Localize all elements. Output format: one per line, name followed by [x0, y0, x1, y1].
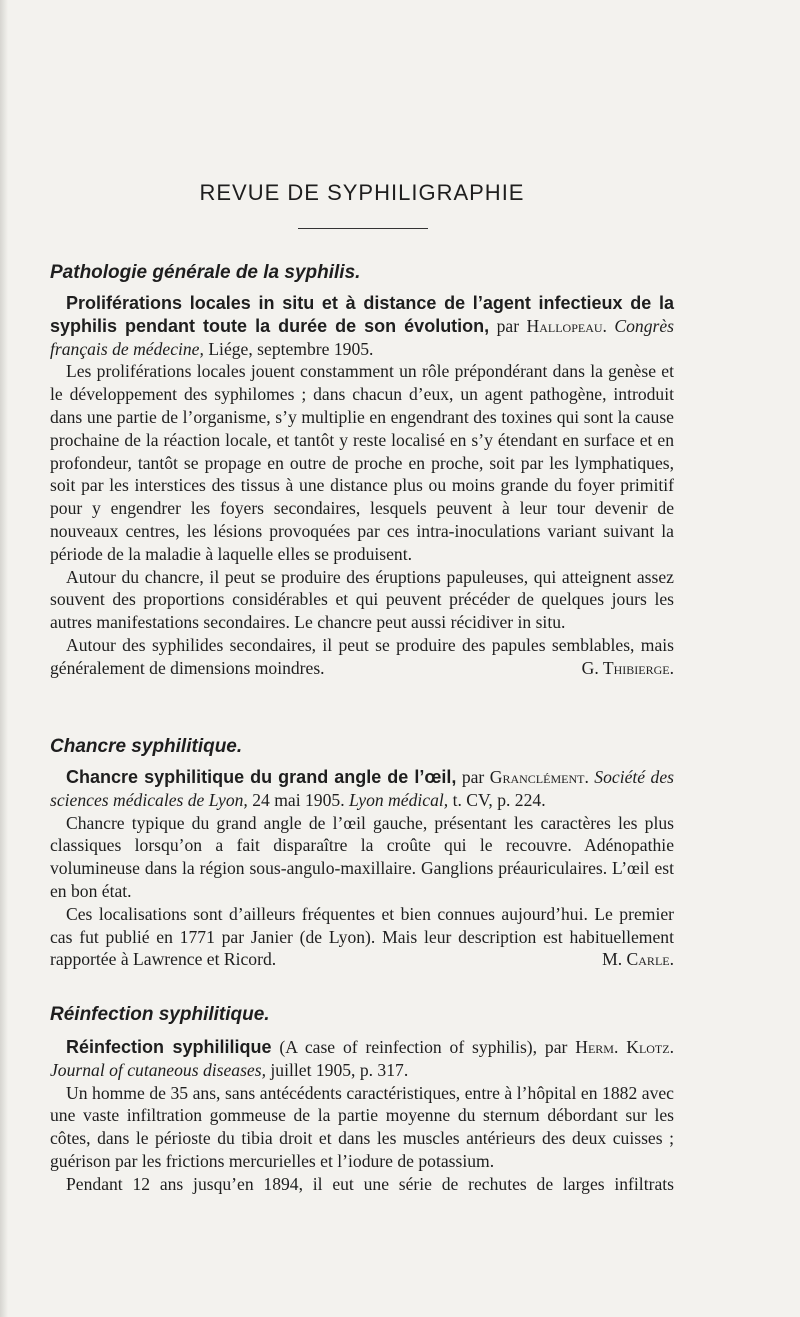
signature: M. Carle.	[602, 949, 674, 970]
section-heading-pathologie: Pathologie générale de la syphilis.	[50, 262, 361, 283]
article-klotz	[50, 1036, 674, 1196]
paragraph-text: Autour des syphilides secondaires, il peut se produire des papules semblables, mais généralement de dimensions moindres.	[50, 634, 674, 678]
source: Société des sciences médicales de Lyon,	[50, 767, 674, 810]
paragraph: Chancre typique du grand angle de l’œil gauche, présentant les caractères les plus classiques lorsqu’on a fait disparaître la croûte qui le recouvre. Adénopathie volumineuse dans la région sous-angulo-maxillaire. Ganglions préauriculaires. L’œil est en bon état.	[50, 812, 674, 901]
article-reference: Proliférations locales in situ et à distance de l’agent infectieux de la syphilis pendant toute la durée de son évolution, par Hallopeau. Congrès français de médecine, Liége, septembre 1905.	[50, 293, 675, 359]
paragraph: Pendant 12 ans jusqu’en 1894, il eut une série de rechutes de larges infiltrats	[66, 1173, 674, 1194]
section-heading-chancre: Chancre syphilitique.	[50, 736, 243, 757]
journal: Lyon médical,	[349, 789, 449, 810]
author: Hallopeau	[526, 315, 603, 336]
article-title: Chancre syphilitique du grand angle de l’œil,	[66, 767, 457, 787]
date: 24 mai 1905.	[252, 789, 345, 810]
author: Herm. Klotz.	[575, 1037, 674, 1057]
source: Journal of cutaneous diseases,	[50, 1059, 266, 1080]
article-reference	[50, 1036, 674, 1082]
section-heading-reinfection: Réinfection syphilitique.	[50, 1004, 270, 1025]
paragraph-text: Ces localisations sont d’ailleurs fréquentes et bien connues aujourd’hui. Le premier cas fut publié en 1771 par Janier (de Lyon). Mais leur description est habituellement rapportée à Lawrence et Ricord.	[50, 903, 674, 970]
author: Granclément	[489, 767, 585, 787]
date: Liége, septembre 1905.	[208, 338, 374, 359]
source: Congrès français de médecine,	[50, 315, 675, 359]
page-edge	[0, 0, 8, 1317]
article-granclement	[50, 766, 674, 971]
paragraph	[50, 634, 674, 680]
by-word: par	[496, 315, 520, 336]
paragraph: Autour du chancre, il peut se produire des éruptions papuleuses, qui atteignent assez souvent des proportions considérables et qui peuvent précéder de quelques jours les autres manifestations secondaires. Le chancre peut aussi récidiver in situ.	[50, 566, 674, 633]
article-subtitle: (A case of reinfection of syphilis), par	[279, 1037, 568, 1057]
article-hallopeau	[50, 292, 674, 680]
signature: G. Thibierge.	[581, 657, 674, 678]
date: juillet 1905, p. 317.	[270, 1059, 409, 1080]
journal-title: REVUE DE SYPHILIGRAPHIE	[199, 180, 525, 205]
paragraph	[50, 903, 674, 971]
volume: t. CV, p. 224.	[452, 789, 546, 810]
article-title: Proliférations locales in situ et à distance de l’agent infectieux de la syphilis pendant toute la durée de son évolution,	[50, 293, 674, 336]
title-rule	[298, 228, 428, 229]
by-word: par	[461, 767, 485, 787]
article-reference: Chancre syphilitique du grand angle de l’œil, par Granclément. Société des sciences médicales de Lyon, 24 mai 1905. Lyon médical, t. CV, p. 224.	[50, 767, 674, 810]
article-title: Réinfection syphililique	[66, 1037, 272, 1057]
paragraph: Un homme de 35 ans, sans antécédents caractéristiques, entre à l’hôpital en 1882 avec une vaste infiltration gommeuse de la partie moyenne du sternum débordant sur les côtes, dans le périoste du tibia droit et dans les muscles antérieurs des deux cuisses ; guérison par les frictions mercurielles et l’iodure de potassium.	[50, 1082, 674, 1171]
paragraph: Les proliférations locales jouent constamment un rôle prépondérant dans la genèse et le développement des syphilomes ; dans chacun d’eux, un agent pathogène, introduit dans une partie de l’organisme, s’y multiplie en engendrant des toxines qui sont la cause prochaine de la réaction locale, et tantôt y reste localisé en s’y étendant en surface et en profondeur, tantôt se propage en outre de proche en proche, soit par les lymphatiques, soit par les interstices des tissus à une distance plus ou moins grande du foyer primitif pour y engendrer les foyers secondaires, lesquels peuvent à leur tour devenir de nouveaux centres, les lésions provoquées par ces intra-inoculations variant suivant la période de la maladie à laquelle elles se produisent.	[50, 361, 674, 564]
